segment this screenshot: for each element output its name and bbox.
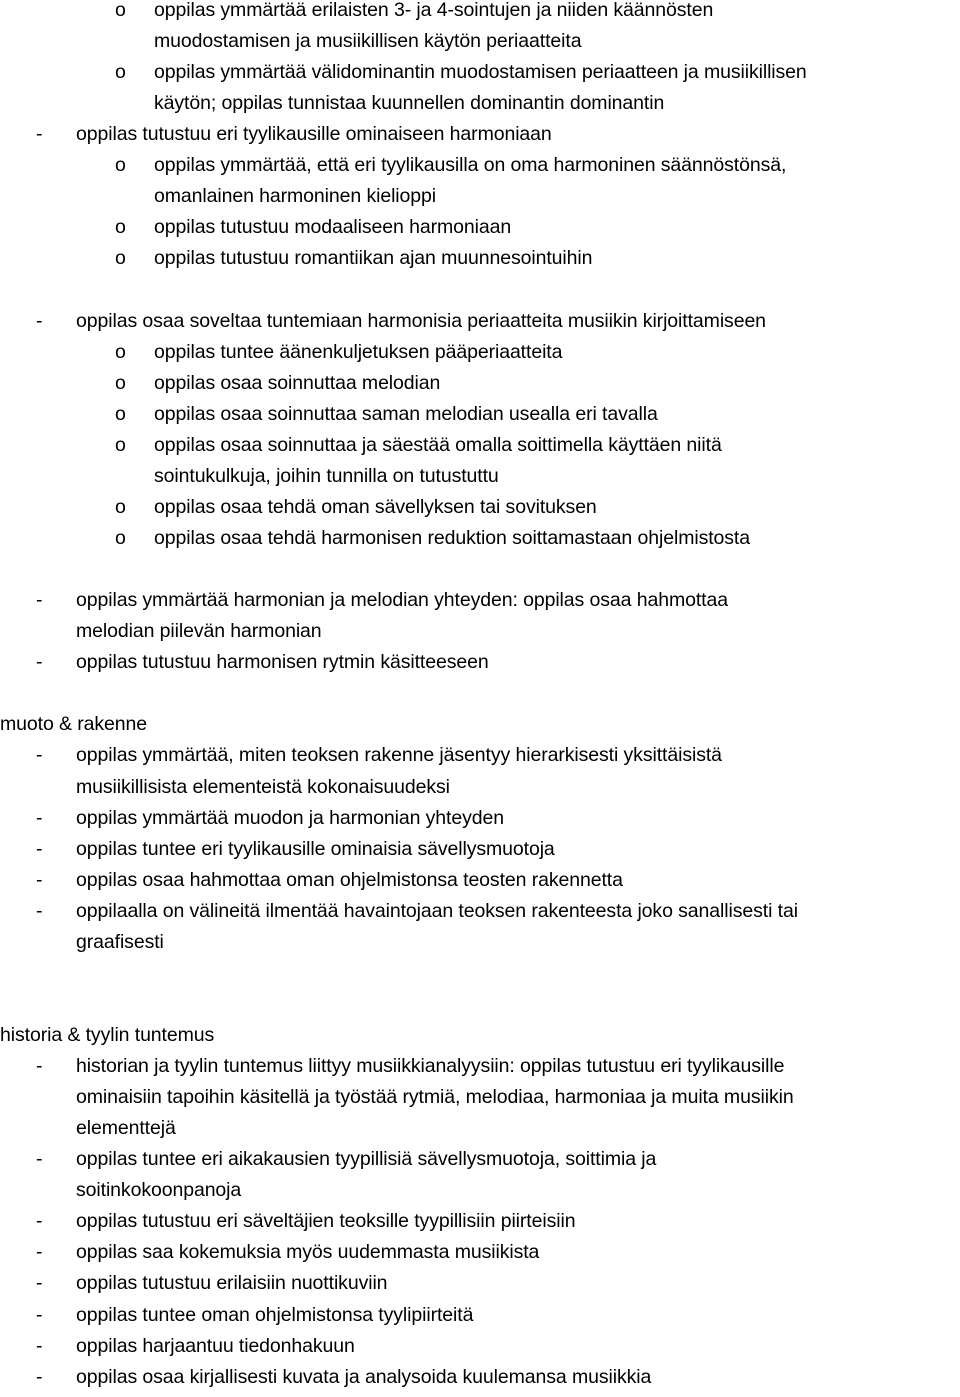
- sub-list-item: sointukulkuja, joihin tunnilla on tutustuttu: [154, 465, 499, 487]
- list-item: oppilas harjaantuu tiedonhakuun: [76, 1335, 355, 1357]
- sub-list-item: oppilas ymmärtää erilaisten 3- ja 4-sointujen ja niiden käännösten: [154, 0, 714, 21]
- circle-bullet: o: [115, 154, 126, 176]
- sub-list-item: oppilas osaa tehdä oman sävellyksen tai sovituksen: [154, 496, 597, 518]
- list-item: oppilas tuntee eri tyylikausille ominaisia sävellysmuotoja: [76, 838, 555, 860]
- section-heading: muoto & rakenne: [0, 713, 148, 735]
- list-item: oppilas tutustuu eri säveltäjien teoksille tyypillisiin piirteisiin: [76, 1210, 576, 1232]
- list-item: elementtejä: [76, 1117, 176, 1139]
- dash-bullet: -: [36, 1272, 43, 1294]
- sub-list-item: oppilas osaa tehdä harmonisen reduktion soittamastaan ohjelmistosta: [154, 527, 750, 549]
- dash-bullet: -: [36, 589, 43, 611]
- list-item: melodian piilevän harmonian: [76, 620, 322, 642]
- sub-list-item: oppilas tutustuu romantiikan ajan muunnesointuihin: [154, 247, 593, 269]
- list-item: oppilas saa kokemuksia myös uudemmasta musiikista: [76, 1241, 540, 1263]
- sub-list-item: muodostamisen ja musiikillisen käytön periaatteita: [154, 30, 582, 52]
- list-item: soitinkokoonpanoja: [76, 1179, 242, 1201]
- circle-bullet: o: [115, 372, 126, 394]
- list-item: oppilas ymmärtää, miten teoksen rakenne jäsentyy hierarkisesti yksittäisistä: [76, 744, 722, 766]
- sub-list-item: oppilas ymmärtää välidominantin muodostamisen periaatteen ja musiikillisen: [154, 61, 807, 83]
- dash-bullet: -: [36, 1055, 43, 1077]
- dash-bullet: -: [36, 744, 43, 766]
- circle-bullet: o: [115, 0, 126, 21]
- circle-bullet: o: [115, 247, 126, 269]
- circle-bullet: o: [115, 61, 126, 83]
- dash-bullet: -: [36, 1366, 43, 1388]
- list-item: oppilas tuntee oman ohjelmistonsa tyylipiirteitä: [76, 1304, 474, 1326]
- list-item: musiikillisista elementeistä kokonaisuudeksi: [76, 776, 450, 798]
- list-item: oppilas tutustuu eri tyylikausille ominaiseen harmoniaan: [76, 123, 552, 145]
- circle-bullet: o: [115, 341, 126, 363]
- sub-list-item: oppilas tutustuu modaaliseen harmoniaan: [154, 216, 512, 238]
- dash-bullet: -: [36, 123, 43, 145]
- circle-bullet: o: [115, 496, 126, 518]
- sub-list-item: oppilas osaa soinnuttaa ja säestää omalla soittimella käyttäen niitä: [154, 434, 722, 456]
- sub-list-item: käytön; oppilas tunnistaa kuunnellen dominantin dominantin: [154, 92, 665, 114]
- dash-bullet: -: [36, 838, 43, 860]
- dash-bullet: -: [36, 1148, 43, 1170]
- dash-bullet: -: [36, 869, 43, 891]
- list-item: oppilas tutustuu harmonisen rytmin käsitteeseen: [76, 651, 489, 673]
- list-item: oppilas ymmärtää harmonian ja melodian yhteyden: oppilas osaa hahmottaa: [76, 589, 728, 611]
- list-item: ominaisiin tapoihin käsitellä ja työstää rytmiä, melodiaa, harmoniaa ja muita musiikin: [76, 1086, 794, 1108]
- dash-bullet: -: [36, 1304, 43, 1326]
- list-item: oppilas osaa hahmottaa oman ohjelmistonsa teosten rakennetta: [76, 869, 623, 891]
- circle-bullet: o: [115, 403, 126, 425]
- list-item: oppilas osaa kirjallisesti kuvata ja analysoida kuulemansa musiikkia: [76, 1366, 652, 1388]
- sub-list-item: oppilas osaa soinnuttaa saman melodian usealla eri tavalla: [154, 403, 658, 425]
- list-item: oppilas tutustuu erilaisiin nuottikuviin: [76, 1272, 388, 1294]
- list-item: historian ja tyylin tuntemus liittyy musiikkianalyysiin: oppilas tutustuu eri tyylikausille: [76, 1055, 785, 1077]
- list-item: oppilas osaa soveltaa tuntemiaan harmonisia periaatteita musiikin kirjoittamiseen: [76, 310, 766, 332]
- sub-list-item: omanlainen harmoninen kielioppi: [154, 185, 437, 207]
- dash-bullet: -: [36, 651, 43, 673]
- list-item: oppilas tuntee eri aikakausien tyypillisiä sävellysmuotoja, soittimia ja: [76, 1148, 657, 1170]
- dash-bullet: -: [36, 807, 43, 829]
- sub-list-item: oppilas tuntee äänenkuljetuksen pääperiaatteita: [154, 341, 563, 363]
- sub-list-item: oppilas ymmärtää, että eri tyylikausilla on oma harmoninen säännöstönsä,: [154, 154, 787, 176]
- list-item: oppilaalla on välineitä ilmentää havaintojaan teoksen rakenteesta joko sanallisesti tai: [76, 900, 798, 922]
- dash-bullet: -: [36, 1210, 43, 1232]
- list-item: oppilas ymmärtää muodon ja harmonian yhteyden: [76, 807, 504, 829]
- dash-bullet: -: [36, 310, 43, 332]
- circle-bullet: o: [115, 527, 126, 549]
- circle-bullet: o: [115, 216, 126, 238]
- sub-list-item: oppilas osaa soinnuttaa melodian: [154, 372, 441, 394]
- list-item: graafisesti: [76, 931, 164, 953]
- section-heading: historia & tyylin tuntemus: [0, 1024, 215, 1046]
- circle-bullet: o: [115, 434, 126, 456]
- dash-bullet: -: [36, 900, 43, 922]
- dash-bullet: -: [36, 1241, 43, 1263]
- dash-bullet: -: [36, 1335, 43, 1357]
